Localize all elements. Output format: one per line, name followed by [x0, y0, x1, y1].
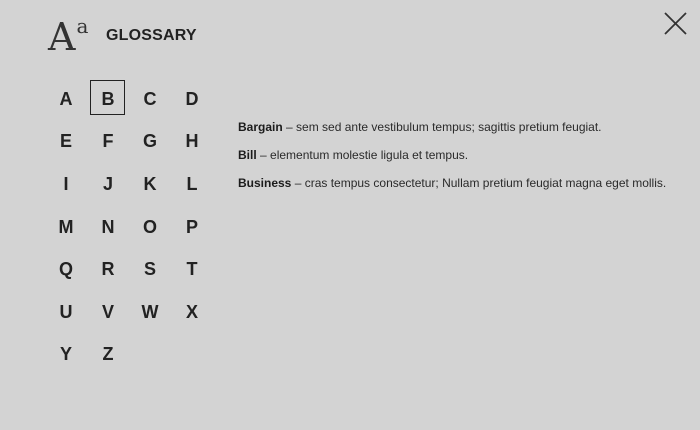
definition-text: cras tempus consectetur; Nullam pretium feugiat magna eget mollis.: [304, 176, 667, 190]
letter-p[interactable]: [171, 206, 213, 249]
glossary-icon-small-a: a: [76, 14, 89, 38]
letter-i[interactable]: [45, 163, 87, 206]
letter-s[interactable]: [129, 248, 171, 291]
letter-t[interactable]: [171, 248, 213, 291]
definition-text: elementum molestie ligula et tempus.: [270, 148, 469, 162]
glossary-icon-big-a: A: [48, 15, 76, 59]
close-button[interactable]: [660, 9, 690, 39]
letter-label: D: [185, 88, 199, 109]
letter-label: I: [63, 173, 69, 194]
letter-b-selected[interactable]: [87, 78, 129, 121]
letter-label: E: [59, 131, 72, 152]
letter-label: V: [101, 301, 114, 322]
letter-u[interactable]: [45, 291, 87, 334]
letter-label: X: [185, 301, 198, 322]
definition-term: Bargain: [238, 120, 283, 134]
letter-l[interactable]: [171, 163, 213, 206]
letter-n[interactable]: [87, 206, 129, 249]
definition-term: Business: [238, 176, 292, 190]
definition-separator: –: [282, 120, 297, 134]
letter-x[interactable]: [171, 291, 213, 334]
letter-f[interactable]: [87, 121, 129, 164]
definition-term: Bill: [238, 148, 257, 162]
letter-g[interactable]: [129, 121, 171, 164]
definition-item: [238, 175, 688, 191]
letter-label: G: [142, 131, 157, 152]
letter-label: O: [142, 216, 157, 237]
letter-label: W: [141, 301, 159, 322]
letter-label: K: [143, 173, 157, 194]
letter-label: C: [143, 88, 157, 109]
letter-c[interactable]: [129, 78, 171, 121]
letter-e[interactable]: [45, 121, 87, 164]
page-title: GLOSSARY: [106, 27, 197, 44]
letter-k[interactable]: [129, 163, 171, 206]
letter-h[interactable]: [171, 121, 213, 164]
letter-label: L: [186, 173, 198, 194]
letter-j[interactable]: [87, 163, 129, 206]
letter-d[interactable]: [171, 78, 213, 121]
definition-separator: –: [256, 148, 271, 162]
letter-m[interactable]: [45, 206, 87, 249]
letter-label: P: [185, 216, 198, 237]
letter-label: S: [143, 259, 156, 280]
letter-a[interactable]: [45, 78, 87, 121]
close-icon: [660, 9, 690, 39]
letter-label: A: [59, 88, 73, 109]
definition-item: [238, 147, 688, 163]
definition-text: sem sed ante vestibulum tempus; sagittis pretium feugiat.: [296, 120, 602, 134]
letter-label: Y: [59, 344, 72, 365]
letter-r[interactable]: [87, 248, 129, 291]
letter-label: R: [101, 259, 115, 280]
letter-y[interactable]: [45, 334, 87, 377]
letter-q[interactable]: [45, 248, 87, 291]
letter-label: M: [58, 216, 74, 237]
definition-separator: –: [291, 176, 305, 190]
letter-label: F: [102, 131, 114, 152]
letter-label: J: [102, 173, 113, 194]
letter-o[interactable]: [129, 206, 171, 249]
letter-label: Z: [102, 344, 114, 365]
letter-z[interactable]: [87, 334, 129, 377]
letter-label: Q: [58, 259, 73, 280]
letter-label: H: [185, 131, 199, 152]
glossary-font-icon: [48, 14, 89, 59]
letter-label: N: [101, 216, 115, 237]
definition-list: [238, 119, 688, 203]
letter-index: [45, 78, 215, 376]
letter-label: U: [59, 301, 73, 322]
letter-label: B: [101, 88, 115, 109]
letter-w[interactable]: [129, 291, 171, 334]
letter-label: T: [186, 259, 198, 280]
letter-v[interactable]: [87, 291, 129, 334]
definition-item: [238, 119, 688, 135]
